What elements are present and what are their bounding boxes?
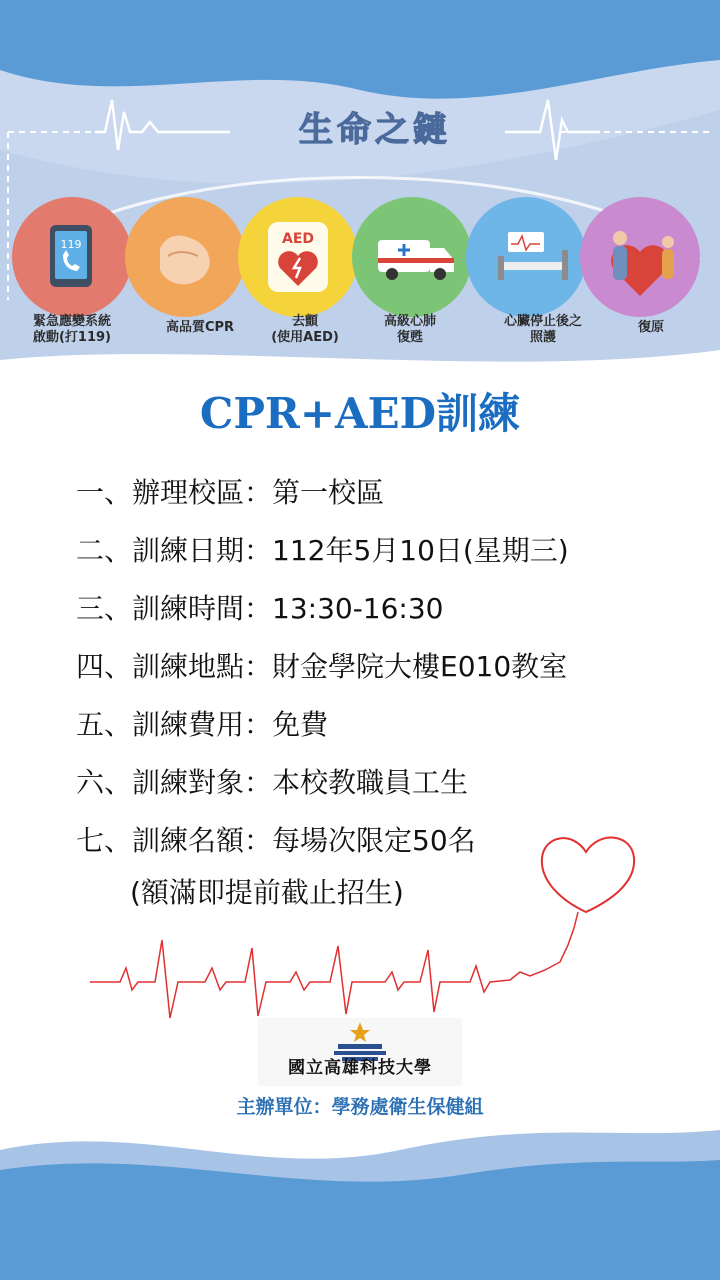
quota-note: (額滿即提前截止招生) [130,876,404,909]
info-campus: 一、辦理校區：第一校區 [76,476,385,509]
step-circle-3 [238,197,358,317]
info-time: 三、訓練時間：13:30-16:30 [76,592,444,625]
step-circle-1 [12,197,132,317]
step-label-5: 心臟停止後之 照護 [503,314,582,345]
info-list [76,470,696,876]
svg-text:119: 119 [60,238,82,251]
step-circle-2 [125,197,245,317]
info-date: 二、訓練日期：112年5月10日(星期三) [76,534,569,567]
info-fee: 五、訓練費用：免費 [76,708,329,741]
step-label-1: 緊急應變系統 啟動(打119) [32,314,112,345]
university-name: 國立高雄科技大學 [288,1058,432,1078]
step-circle-5 [466,197,586,317]
svg-text:AED: AED [281,231,315,247]
info-quota: 七、訓練名額：每場次限定50名 [76,824,476,857]
page-title: CPR+AED訓練 [199,389,521,438]
step-label-2: 高品質CPR [165,320,235,335]
step-label-3: 去顫 (使用AED) [271,314,339,345]
chain-of-survival-title: 生命之鏈 [299,110,451,150]
step-label-4: 高級心肺 復甦 [383,314,436,345]
step-label-6: 復原 [637,320,664,335]
step-circle-6 [580,197,700,317]
info-audience: 六、訓練對象：本校教職員工生 [76,766,469,799]
step-circle-4 [352,197,472,317]
info-location: 四、訓練地點：財金學院大樓E010教室 [76,650,568,683]
organizer-text: 主辦單位：學務處衛生保健組 [236,1096,484,1118]
